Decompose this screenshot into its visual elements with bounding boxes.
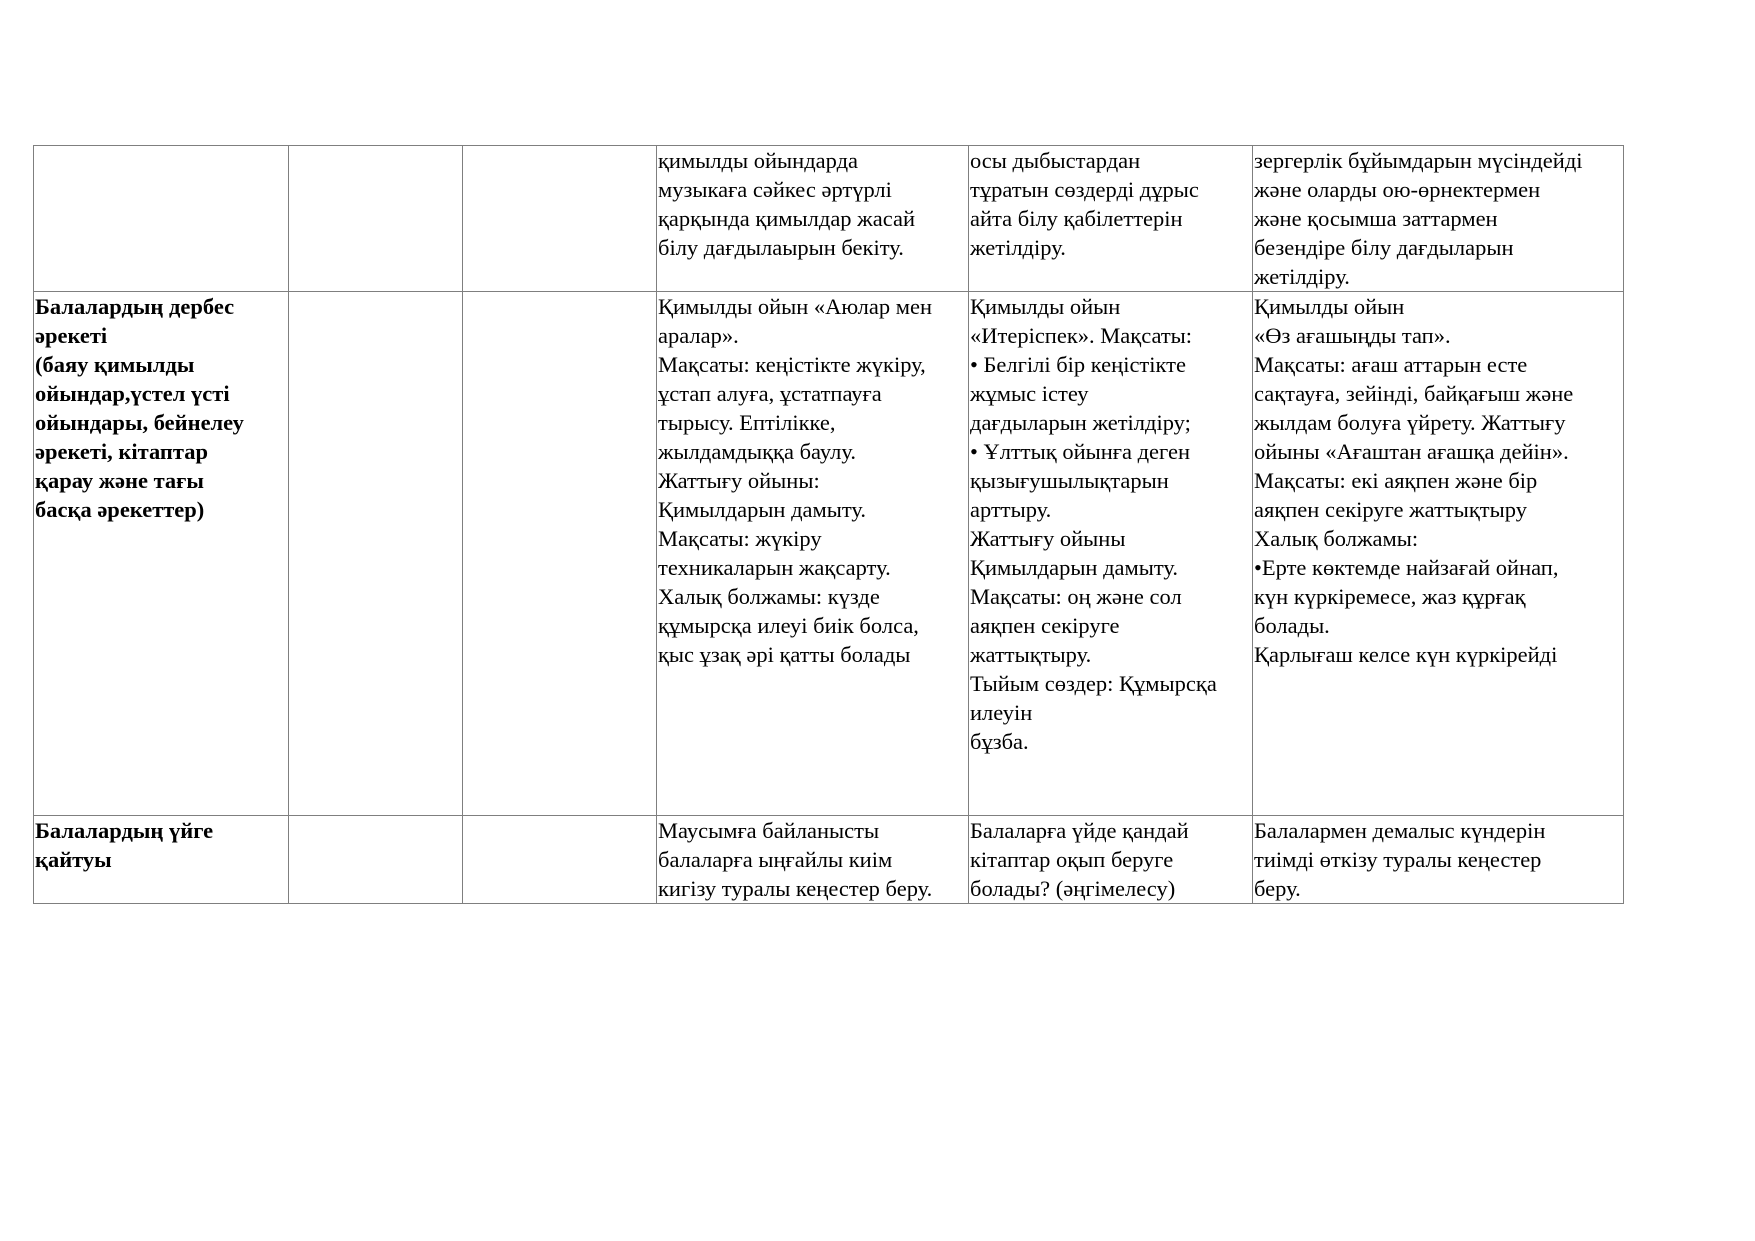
- table-cell: [289, 146, 463, 292]
- table-cell: Қимылды ойын «Өз ағашыңды тап». Мақсаты: ағаш аттарын есте сақтауға, зейінді, байқағыш және жылдам болуға үйрету. Жаттығу ойыны «Ағаштан ағашқа дейін». Мақсаты: екі аяқпен және бір аяқпен секіруге жаттықтыру Халық болжамы: •Ерте көктемде найзағай ойнап, күн күркіремесе, жаз құрғақ болады. Қарлығаш келсе күн күркірейді: [1253, 292, 1624, 816]
- table-cell: Қимылды ойын «Аюлар мен аралар». Мақсаты: кеңістікте жүкіру, ұстап алуға, ұстатпауға тырысу. Ептілікке, жылдамдыққа баулу. Жаттығу ойыны: Қимылдарын дамыту. Мақсаты: жүкіру техникаларын жақсарту. Халық болжамы: күзде құмырсқа илеуі биік болса, қыс ұзақ әрі қатты болады: [657, 292, 969, 816]
- table-row: [34, 292, 1624, 816]
- row-label: [34, 146, 289, 292]
- table-cell: [463, 146, 657, 292]
- table-cell: [463, 816, 657, 904]
- row-label: Балалардың дербес әрекеті (баяу қимылды ойындар,үстел үсті ойындары, бейнелеу әрекеті, кітаптар қарау және тағы басқа әрекеттер): [34, 292, 289, 816]
- table-row: [34, 816, 1624, 904]
- table-cell: қимылды ойындарда музыкаға сәйкес әртүрлі қарқында қимылдар жасай білу дағдылаырын бекіту.: [657, 146, 969, 292]
- table-cell: зергерлік бұйымдарын мүсіндейді және оларды ою-өрнектермен және қосымша заттармен безендіре білу дағдыларын жетілдіру.: [1253, 146, 1624, 292]
- plan-table: [33, 145, 1624, 904]
- table-row: [34, 146, 1624, 292]
- table-cell: [463, 292, 657, 816]
- table-cell: [289, 816, 463, 904]
- table-cell: осы дыбыстардан тұратын сөздерді дұрыс айта білу қабілеттерін жетілдіру.: [969, 146, 1253, 292]
- table-cell: Балалармен демалыс күндерін тиімді өткізу туралы кеңестер беру.: [1253, 816, 1624, 904]
- table-cell: Маусымға байланысты балаларға ыңғайлы киім кигізу туралы кеңестер беру.: [657, 816, 969, 904]
- table-cell: Балаларға үйде қандай кітаптар оқып беруге болады? (әңгімелесу): [969, 816, 1253, 904]
- table-cell: Қимылды ойын «Итеріспек». Мақсаты: • Белгілі бір кеңістікте жұмыс істеу дағдыларын жетілдіру; • Ұлттық ойынға деген қызығушылықтарын арттыру. Жаттығу ойыны Қимылдарын дамыту. Мақсаты: оң және сол аяқпен секіруге жаттықтыру. Тыйым сөздер: Құмырсқа илеуін бұзба.: [969, 292, 1253, 816]
- table-cell: [289, 292, 463, 816]
- row-label: Балалардың үйге қайтуы: [34, 816, 289, 904]
